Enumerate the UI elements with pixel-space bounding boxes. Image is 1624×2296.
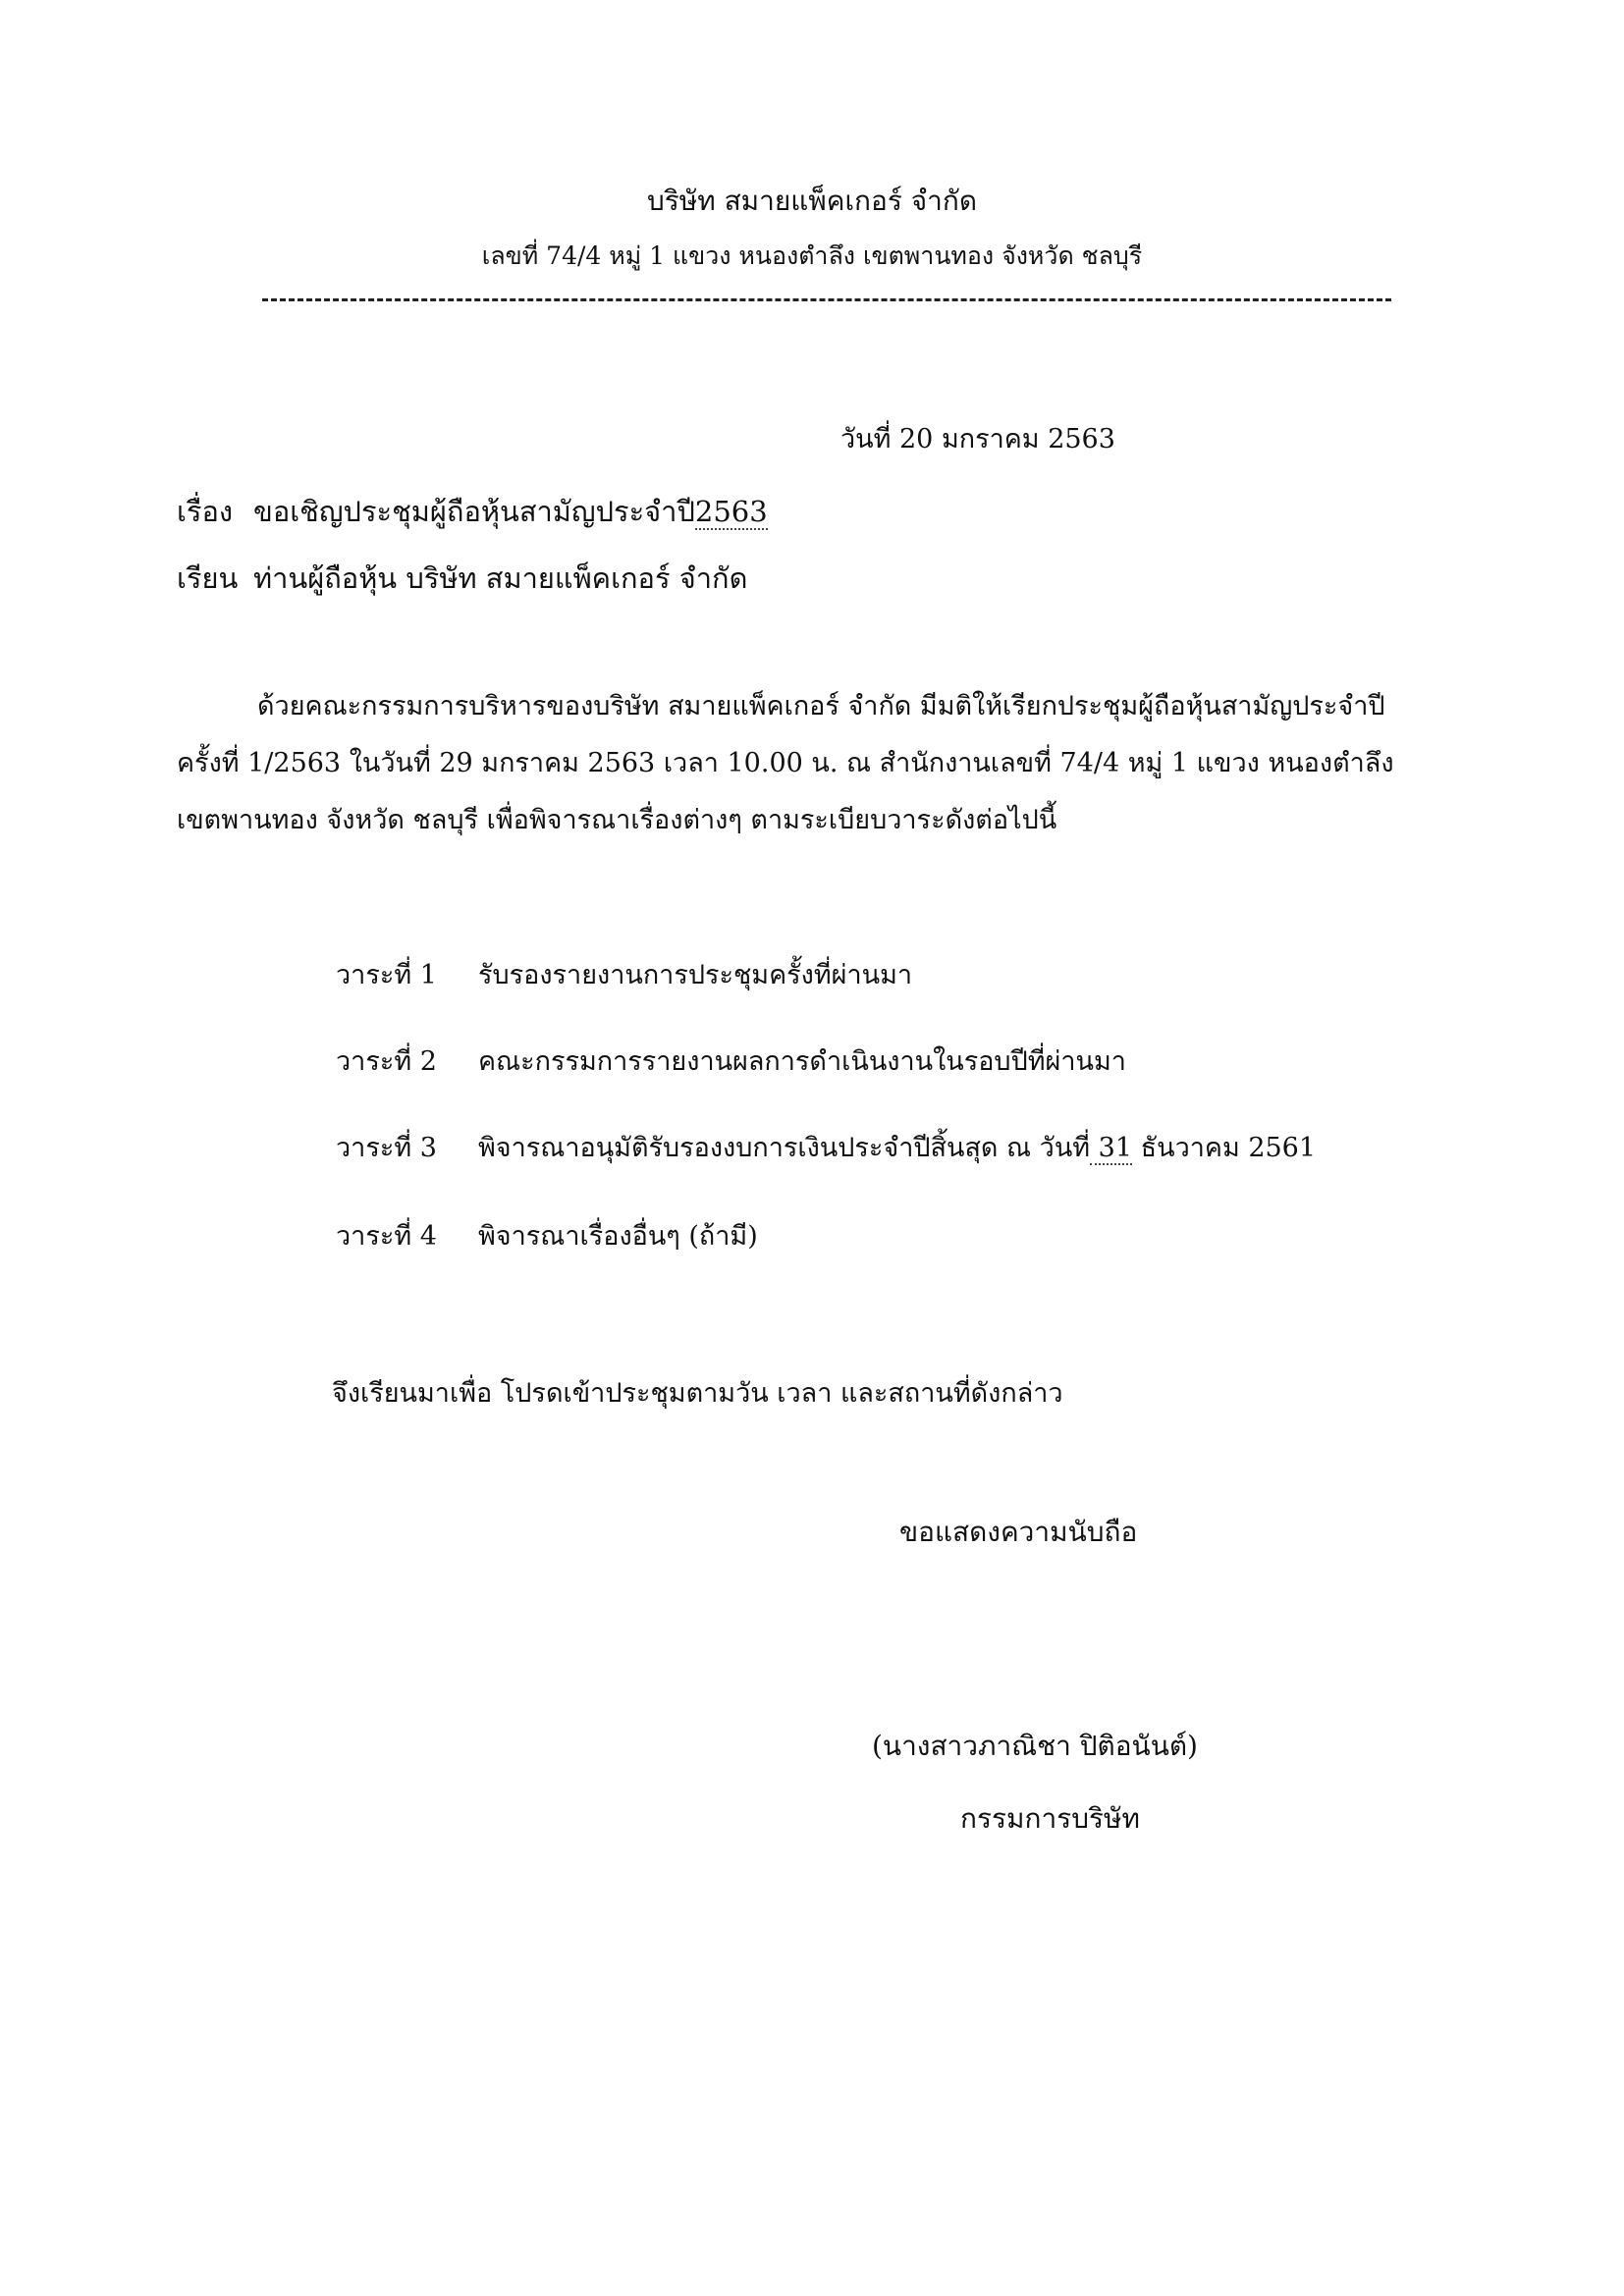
closing-sentence: จึงเรียนมาเพื่อ โปรดเข้าประชุมตามวัน เวลา และสถานที่ดังกล่าว xyxy=(332,1378,1063,1409)
regards-line: ขอแสดงความนับถือ xyxy=(899,1516,1138,1548)
agenda-text: รับรองรายงานการประชุมครั้งที่ผ่านมา xyxy=(478,960,913,990)
agenda-text: พิจารณาเรื่องอื่นๆ (ถ้ามี) xyxy=(478,1221,758,1252)
agenda-number: วาระที่ 4 xyxy=(336,1221,437,1252)
subject-label: เรื่อง xyxy=(177,495,234,528)
agenda-text: คณะกรรมการรายงานผลการดำเนินงานในรอบปีที่ผ่านมา xyxy=(478,1046,1126,1077)
signer-name: (นางสาวภาณิชา ปิติอนันต์) xyxy=(872,1730,1198,1762)
agenda-number: วาระที่ 1 xyxy=(336,960,437,990)
subject-text: ขอเชิญประชุมผู้ถือหุ้นสามัญประจำปี xyxy=(253,495,695,528)
body-paragraph-line-2: ครั้งที่ 1/2563 ในวันที่ 29 มกราคม 2563 เวลา 10.00 น. ณ สำนักงานเลขที่ 74/4 หมู่ 1 แขวง หนองตำลึง xyxy=(177,748,1394,778)
agenda-item-4 xyxy=(336,1221,758,1253)
body-paragraph-line-3: เขตพานทอง จังหวัด ชลบุรี เพื่อพิจารณาเรื่องต่างๆ ตามระเบียบวาระดังต่อไปนี้ xyxy=(177,805,1057,835)
subject-year: 2563 xyxy=(694,495,768,528)
recipient-text: ท่านผู้ถือหุ้น บริษัท สมายแพ็คเกอร์ จำกัด xyxy=(253,561,748,595)
agenda-text-end: ธันวาคม 2561 xyxy=(1132,1133,1317,1163)
company-address: เลขที่ 74/4 หมู่ 1 แขวง หนองตำลึง เขตพานทอง จังหวัด ชลบุรี xyxy=(481,241,1143,270)
letter-date: วันที่ 20 มกราคม 2563 xyxy=(840,424,1115,454)
recipient-label: เรียน xyxy=(177,561,239,595)
agenda-number: วาระที่ 3 xyxy=(336,1133,437,1163)
agenda-item-3 xyxy=(336,1133,1316,1164)
company-name: บริษัท สมายแพ็คเกอร์ จำกัด xyxy=(646,185,978,217)
agenda-text: พิจารณาอนุมัติรับรองงบการเงินประจำปีสิ้นสุด ณ วันที่ xyxy=(478,1133,1091,1163)
agenda-item-1 xyxy=(336,960,912,991)
subject-line xyxy=(177,495,768,529)
agenda-number: วาระที่ 2 xyxy=(336,1046,437,1077)
recipient-line xyxy=(177,561,747,596)
signer-title: กรรมการบริษัท xyxy=(960,1802,1140,1835)
body-paragraph-line-1: ด้วยคณะกรรมการบริหารของบริษัท สมายแพ็คเกอร์ จำกัด มีมติให้เรียกประชุมผู้ถือหุ้นสามัญประจำปี xyxy=(257,691,1385,721)
header-divider xyxy=(262,298,1391,301)
agenda-item-2 xyxy=(336,1046,1126,1078)
agenda-date-day: 31 xyxy=(1090,1133,1133,1163)
